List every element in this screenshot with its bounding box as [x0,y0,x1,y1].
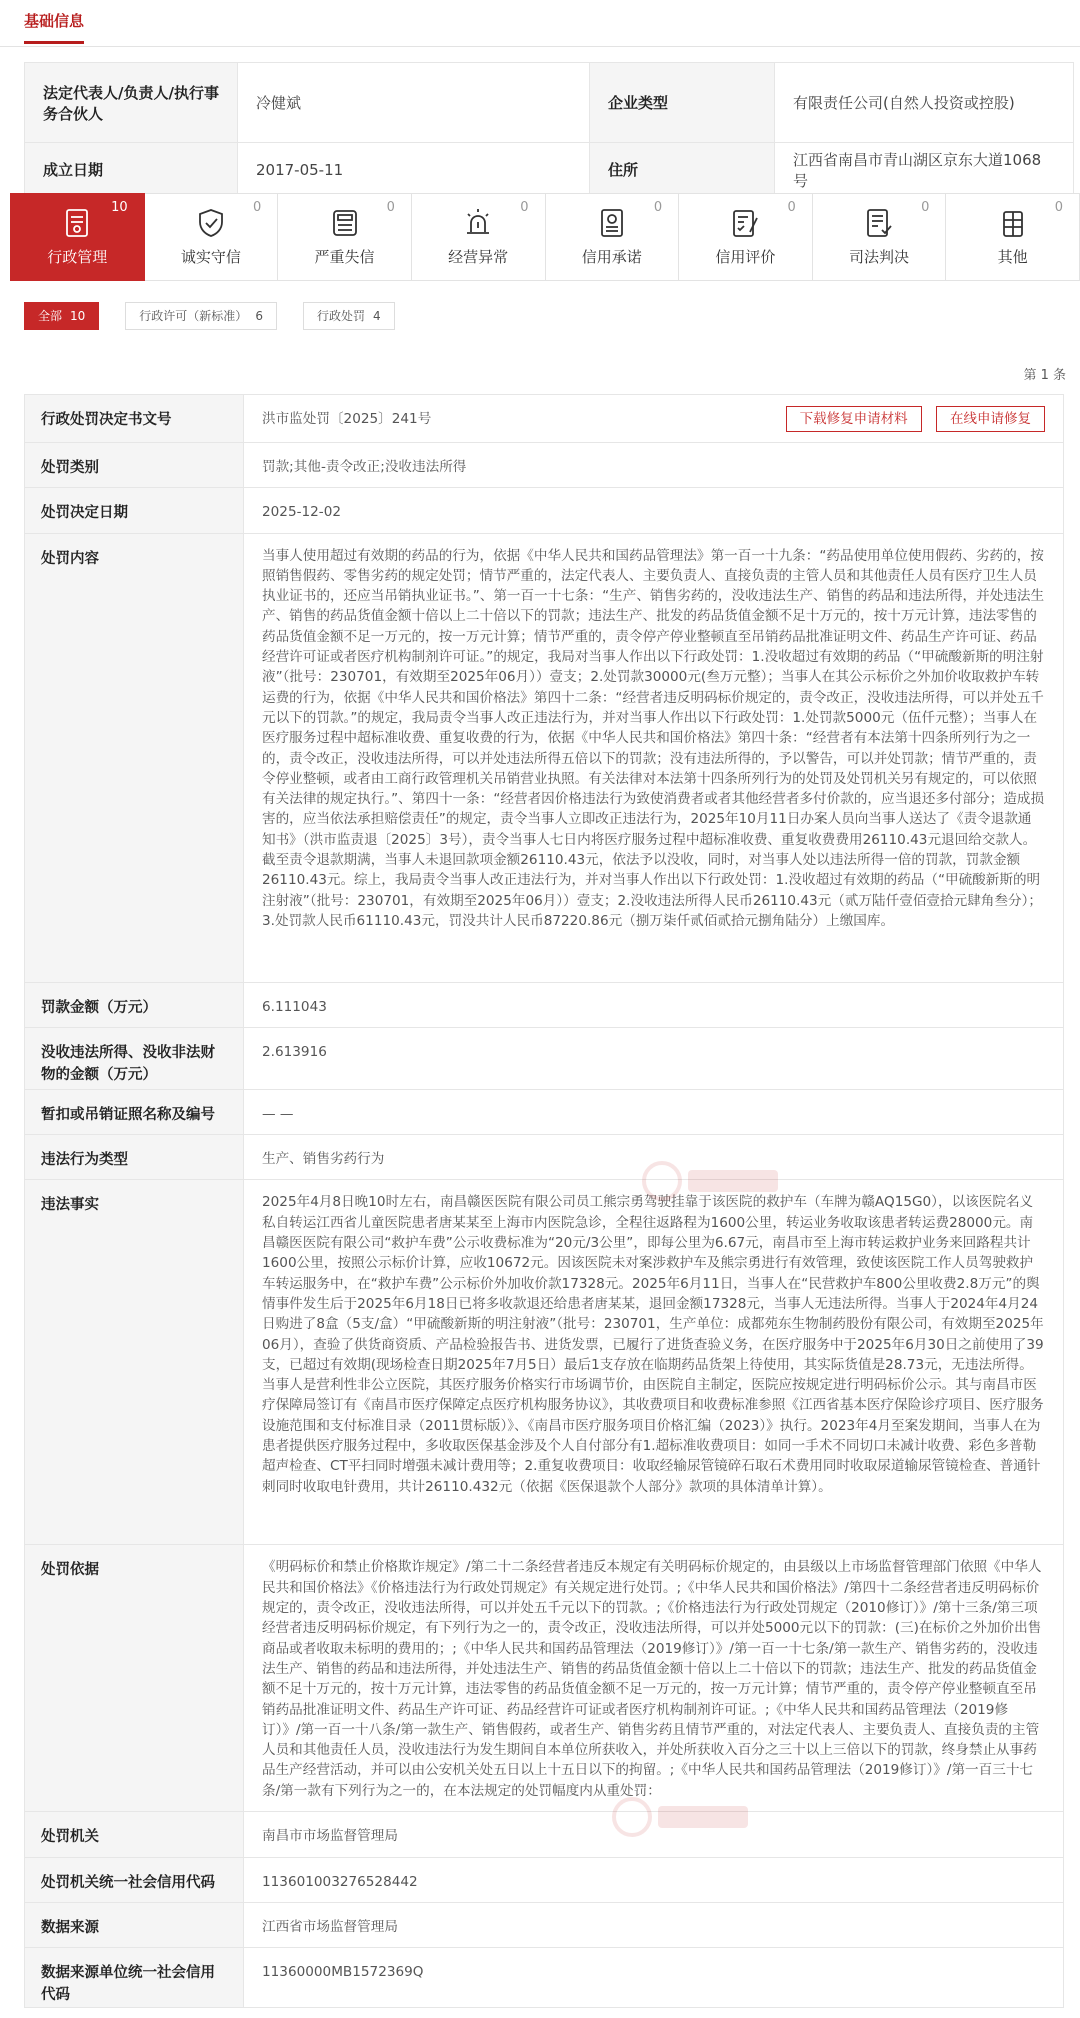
table-row [25,1180,1064,1545]
confiscation-label: 没收违法所得、没收非法财物的金额（万元） [25,1027,244,1089]
credit-category-tabs [10,193,1080,281]
filter-count: 6 [255,309,263,323]
source-code-value: 11360000MB1572369Q [244,1948,1064,2008]
table-row [25,63,1074,143]
watermark-logo [610,1788,760,1846]
online-repair-button[interactable]: 在线申请修复 [936,406,1045,432]
filter-label: 行政处罚 [316,309,365,323]
category-admin-management[interactable] [10,193,145,281]
download-repair-materials-button[interactable]: 下载修复申请材料 [786,406,922,432]
category-label: 诚实守信 [180,248,241,266]
table-row [25,533,1064,982]
basic-info-table [24,62,1074,197]
honesty-shield-icon [194,206,228,240]
alarm-light-icon [461,206,495,240]
category-label: 严重失信 [314,248,375,266]
table-row [25,1135,1064,1180]
table-row [25,143,1074,197]
record-index: 第 1 条 [1023,368,1066,383]
category-count: 0 [1054,200,1063,215]
category-judicial-judgment[interactable] [813,193,947,281]
watermark-logo [640,1152,790,1210]
address-value: 江西省南昌市青山湖区京东大道1068号 [775,143,1074,197]
fine-value: 6.111043 [244,982,1064,1027]
authority-label: 处罚机关 [25,1812,244,1857]
category-label: 处罚类别 [25,443,244,488]
table-row [25,1948,1064,2008]
category-label: 其他 [997,248,1028,266]
filter-admin-penalty[interactable] [303,302,395,330]
penalty-detail-table [24,394,1064,2008]
confiscation-value: 2.613916 [244,1027,1064,1089]
category-abnormal-operation[interactable] [412,193,546,281]
source-code-label: 数据来源单位统一社会信用代码 [25,1948,244,2008]
category-label: 信用承诺 [581,248,642,266]
facts-label: 违法事实 [25,1180,244,1545]
authority-code-value: 11360100327652844​2 [244,1857,1064,1902]
facts-value: 2025年4月8日晚10时左右，南昌赣医医院有限公司员工熊宗勇驾驶挂靠于该医院的救护车（车牌为赣AQ15G0），以该医院名义私自转运江西省儿童医院患者唐某某至上海市内医院急诊，全程往返路程为1600公里，转运业务收取该患者转运费28000元。南昌赣医医院有限公司“救护车费”公示收费标准为“20元/3公里”，即每公里为6.67元，南昌市至上海市转运救护业务来回路程共计1600公里，按照公示标价计算，应收10672元。因该医院未对案涉救护车及熊宗勇进行有效管理，致使该医院工作人员驾驶救护车转运服务中，在“救护车费”公示标价外加收价款17328元。2025年6月11日，当事人在“民营救护车800公里收费2.8万元”的舆情事件发生后于2025年6月18日已将多收款退还给患者唐某某，退回金额17328元，当事人无违法所得。当事人于2024年4月24日购进了8盒（5支/盒）“甲硫酸新斯的明注射液”（批号：230701，生产单位：成都苑东生物制药股份有限公司，有效期至2025年06月），查验了供货商资质、产品检验报告书、进货发票，已履行了进货查验义务，在医疗服务中于2025年6月30日之前使用了39支，已超过有效期(现场检查日期2025年7月5日）最后1支存放在临期药品货架上待使用，其实际货值是28.73元，无违法所得。当事人是营利性非公立医院，其医疗服务价格实行市场调节价，由医院自主制定，医院应按规定进行明码标价公示。其与南昌市医疗保障局签订有《南昌市医疗保障定点医疗机构服务协议》，其收费项目和收费标准参照《江西省基本医疗保险诊疗项目、医疗服务设施范围和支付标准目录（2011贯标版）》、《南昌市医疗服务项目价格汇编（2023）》执行。2023年4月至案发期间，当事人在为患者提供医疗服务过程中，多收取医保基金涉及个人自付部分有1.超标准收费项目：如同一手术不同切口未减计收费、彩色多普勒超声检查、CT平扫同时增强未减计费用等；2.重复收费项目：收取经输尿管镜碎石取石术费用同时收取尿道输尿管镜检查、普通针刺同时收取电针费用，共计26110.432元（依据《医保退款个人部分》款项的具体清单计算）。 [244,1180,1064,1545]
date-value: 2025-12-02 [244,488,1064,533]
category-label: 信用评价 [715,248,776,266]
authority-code-label: 处罚机关统一社会信用代码 [25,1857,244,1902]
table-row [25,488,1064,533]
category-count: 0 [921,200,930,215]
tab-basic-info[interactable]: 基础信息 [24,10,84,44]
company-type-label: 企业类型 [590,63,775,143]
basis-label: 处罚依据 [25,1545,244,1812]
founded-value: 2017-05-11 [238,143,590,197]
table-row [25,1812,1064,1857]
category-honesty[interactable] [145,193,279,281]
address-label: 住所 [590,143,775,197]
license-label: 暂扣或吊销证照名称及编号 [25,1089,244,1134]
section-tab-bar [0,0,1080,47]
content-label: 处罚内容 [25,533,244,982]
record-filters [24,302,395,328]
category-credit-evaluation[interactable] [679,193,813,281]
judgment-document-icon [862,206,896,240]
category-value: 罚款;其他-责令改正;没收违法所得 [244,443,1064,488]
company-type-value: 有限责任公司(自然人投资或控股) [775,63,1074,143]
basis-value: 《明码标价和禁止价格欺诈规定》/第二十二条经营者违反本规定有关明码标价规定的，由县级以上市场监督管理部门依照《中华人民共和国价格法》《价格违法行为行政处罚规定》有关规定进行处罚。;《中华人民共和国价格法》/第四十二条经营者违反明码标价规定的，责令改正，没收违法所得，可以并处五千元以下的罚款。;《价格违法行为行政处罚规定（2010修订）》/第十三条/第三项经营者违反明码标价规定，有下列行为之一的，责令改正，没收违法所得，可以并处5000元以下的罚款：(三)在标价之外加价出售商品或者收取未标明的费用的；;《中华人民共和国药品管理法（2019修订）》/第一百一十七条/第一款生产、销售劣药的，没收违法生产、销售的药品和违法所得，并处违法生产、销售的药品货值金额十倍以上二十倍以下的罚款；违法生产、批发的药品货值金额不足十万元的，按十万元计算，违法零售的药品货值金额不足一万元的，按一万元计算；情节严重的，责令停产停业整顿直至吊销药品批准证明文件、药品生产许可证、药品经营许可证或者医疗机构制剂许可证。;《中华人民共和国药品管理法（2019修订）》/第一百一十八条/第一款生产、销售假药，或者生产、销售劣药且情节严重的，对法定代表人、主要负责人、直接负责的主管人员和其他责任人员，没收违法行为发生期间自本单位所获收入，并处所获收入百分之三十以上三倍以下的罚款，终身禁止从事药品生产经营活动，并可以由公安机关处五日以上十五日以下的拘留。;《中华人民共和国药品管理法（2019修订）》/第一百三十七条/第一款有下列行为之一的，在本法规定的处罚幅度内从重处罚： [244,1545,1064,1812]
category-label: 行政管理 [47,248,108,266]
source-value: 江西省市场监督管理局 [244,1903,1064,1948]
license-value: — — [244,1089,1064,1134]
content-value: 当事人使用超过有效期的药品的行为，依据《中华人民共和国药品管理法》第一百一十九条：“药品使用单位使用假药、劣药的，按照销售假药、零售劣药的规定处罚；情节严重的，法定代表人、主要负责人、直接负责的主管人员和其他责任人员有医疗卫生人员执业证书的，还应当吊销执业证书。”、第一百一十七条：“生产、销售劣药的，没收违法生产、销售的药品和违法所得，并处违法生产、销售的药品货值金额十倍以上二十倍以下的罚款；违法生产、批发的药品货值金额不足十万元的，按十万元计算，违法零售的药品货值金额不足一万元的，按一万元计算；情节严重的，责令停产停业整顿直至吊销药品批准证明文件、药品生产许可证、药品经营许可证或者医疗机构制剂许可证。”的规定，我局对当事人作出以下行政处罚：1.没收超过有效期的药品（“甲硫酸新斯的明注射液”（批号：230701，有效期至2025年06月））壹支；2.处罚款30000元(叁万元整）；当事人在其公示标价之外加价收取救护车转运费的行为，依据《中华人民共和国价格法》第四十二条：“经营者违反明码标价规定的，责令改正，没收违法所得，可以并处五千元以下的罚款。”的规定，我局责令当事人改正违法行为，并对当事人作出以下行政处罚：1.处罚款5000元（伍仟元整）；当事人在医疗服务过程中超标准收费、重复收费的行为，依据《中华人民共和国价格法》第四十条：“经营者有本法第十四条所列行为之一的，责令改正，没收违法所得，可以并处违法所得五倍以下的罚款；没有违法所得的，予以警告，可以并处罚款；情节严重的，责令停业整顿，或者由工商行政管理机关吊销营业执照。有关法律对本法第十四条所列行为的处罚及处罚机关另有规定的，可以依照有关法律的规定执行。”、第四十一条：“经营者因价格违法行为致使消费者或者其他经营者多付价款的，应当退还多付部分；造成损害的，应当依法承担赔偿责任”的规定，责令当事人立即改正违法行为，2025年10月11日办案人员向当事人送达了《责令退款通知书》（洪市监责退〔2025〕3号），责令当事人七日内将医疗服务过程中超标准收费、重复收费费用26110.43元退回给交款人。截至责令退款期满，当事人未退回款项金额26110.43元，依法予以没收，同时，对当事人处以违法所得一倍的罚款，罚款金额26110.43元。综上，我局责令当事人改正违法行为，并对当事人作出以下行政处罚：1.没收超过有效期的药品（“甲硫酸新斯的明注射液”（批号：230701，有效期至2025年06月））壹支；2.没收违法所得人民币26110.43元（贰万陆仟壹佰壹拾元肆角叁分）；3.处罚款人民币61110.43元，罚没共计人民币87220.86元（捌万柒仟贰佰贰拾元捌角陆分）上缴国库。 [244,533,1064,982]
serious-dishonesty-icon [328,206,362,240]
category-count: 0 [787,200,796,215]
doc-no-value: 洪市监处罚〔2025〕241号 [262,411,432,427]
table-row [25,1903,1064,1948]
table-row [25,1545,1064,1812]
filter-all[interactable] [24,302,99,330]
doc-no-cell [244,395,1064,443]
admin-document-icon [60,206,94,240]
category-count: 10 [111,200,128,215]
table-row [25,982,1064,1027]
category-count: 0 [653,200,663,215]
category-count: 0 [252,200,262,215]
category-count: 0 [386,200,395,215]
filter-count: 10 [70,309,86,323]
fine-label: 罚款金额（万元） [25,982,244,1027]
commitment-certificate-icon [595,206,629,240]
violation-type-value: 生产、销售劣药行为 [244,1135,1064,1180]
table-row [25,1027,1064,1089]
filter-label: 全部 [38,309,63,323]
table-row [25,443,1064,488]
doc-no-label: 行政处罚决定书文号 [25,395,244,443]
founded-label: 成立日期 [25,143,238,197]
filter-label: 行政许可（新标准） [139,309,248,323]
category-credit-commitment[interactable] [546,193,680,281]
action-buttons [776,406,1045,432]
legal-rep-label: 法定代表人/负责人/执行事务合伙人 [25,63,238,143]
table-row [25,1857,1064,1902]
table-row [25,395,1064,443]
authority-value: 南昌市市场监督管理局 [244,1812,1064,1857]
category-label: 司法判决 [849,248,910,266]
category-label: 经营异常 [448,248,509,266]
violation-type-label: 违法行为类型 [25,1135,244,1180]
source-label: 数据来源 [25,1903,244,1948]
category-other[interactable] [946,193,1080,281]
other-building-icon [996,206,1030,240]
evaluation-clipboard-icon [728,206,762,240]
filter-count: 4 [372,309,381,323]
filter-admin-license[interactable] [125,302,277,330]
table-row [25,1089,1064,1134]
category-count: 0 [520,200,529,215]
category-serious-dishonesty[interactable] [278,193,412,281]
legal-rep-value: 冷健斌 [238,63,590,143]
date-label: 处罚决定日期 [25,488,244,533]
